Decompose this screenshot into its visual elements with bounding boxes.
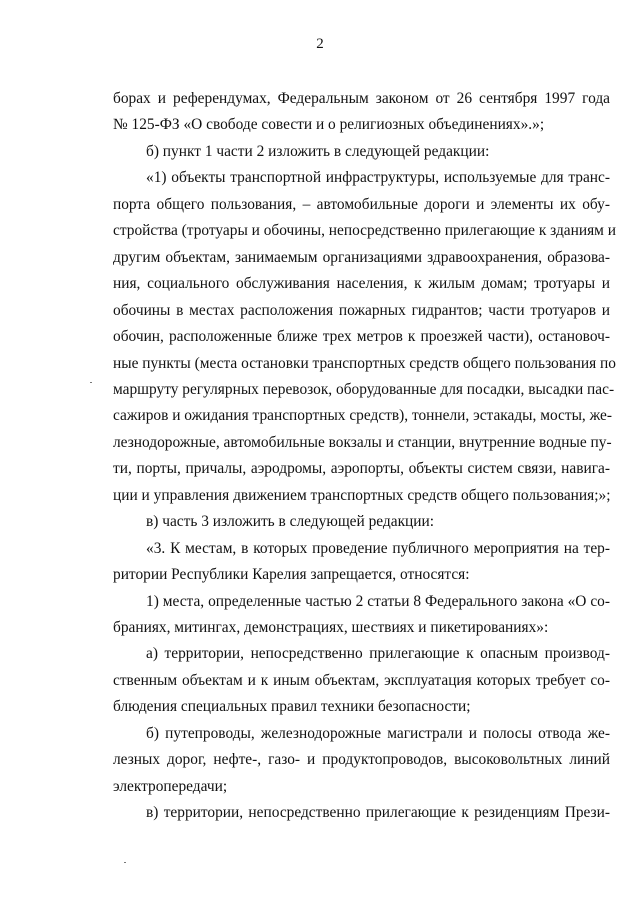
text-line: ственным объектам и к иным объектам, эксплуатация которых требует со-: [113, 672, 610, 689]
scan-speck: [124, 862, 126, 863]
text-line: ции и управления движением транспортных средств общего пользования;»;: [113, 487, 611, 504]
text-line: «3. К местам, в которых проведение публичного мероприятия на тер-: [146, 540, 610, 557]
text-line: сажиров и ожидания транспортных средств), тоннели, эстакады, мосты, же-: [113, 407, 613, 424]
text-line: «1) объекты транспортной инфраструктуры, используемые для транс-: [146, 169, 610, 186]
text-line: ритории Республики Карелия запрещается, относятся:: [113, 566, 470, 583]
text-line: борах и референдумах, Федеральным законом от 26 сентября 1997 года: [113, 90, 610, 107]
text-line: лезных дорог, нефте-, газо- и продуктопроводов, высоковольтных линий: [113, 751, 610, 768]
text-line: порта общего пользования, – автомобильные дороги и элементы их обу-: [113, 196, 610, 213]
text-line: маршруту регулярных перевозок, оборудованные для посадки, высадки пас-: [113, 381, 615, 398]
text-line: б) путепроводы, железнодорожные магистрали и полосы отвода же-: [146, 725, 610, 742]
text-line: 1) места, определенные частью 2 статьи 8 Федерального закона «О со-: [146, 593, 610, 610]
scan-speck: [90, 382, 92, 383]
text-line: браниях, митингах, демонстрациях, шествиях и пикетированиях»:: [113, 619, 549, 636]
text-line: обочин, расположенные ближе трех метров к проезжей части), остановоч-: [113, 328, 610, 345]
text-line: № 125-ФЗ «О свободе совести и о религиозных объединениях».»;: [113, 116, 545, 133]
text-line: электропередачи;: [113, 778, 228, 795]
text-line: в) часть 3 изложить в следующей редакции:: [146, 513, 435, 530]
text-line: другим объектам, занимаемым организациями здравоохранения, образова-: [113, 249, 610, 266]
text-line: блюдения специальных правил техники безопасности;: [113, 698, 471, 715]
text-line: лезнодорожные, автомобильные вокзалы и станции, внутренние водные пу-: [113, 434, 612, 451]
text-line: а) территории, непосредственно прилегающие к опасным производ-: [146, 645, 610, 662]
text-line: ния, социального обслуживания населения, к жилым домам; тротуары и: [113, 275, 610, 292]
text-line: б) пункт 1 части 2 изложить в следующей редакции:: [146, 143, 490, 160]
text-line: ти, порты, причалы, аэродромы, аэропорты, объекты систем связи, навига-: [113, 460, 610, 477]
text-line: обочины в местах расположения пожарных гидрантов; части тротуаров и: [113, 302, 610, 319]
text-line: ные пункты (места остановки транспортных средств общего пользования по: [113, 355, 616, 372]
page-number: 2: [316, 36, 324, 52]
text-line: стройства (тротуары и обочины, непосредственно прилегающие к зданиям и: [113, 222, 616, 239]
text-line: в) территории, непосредственно прилегающие к резиденциям Прези-: [146, 804, 610, 821]
